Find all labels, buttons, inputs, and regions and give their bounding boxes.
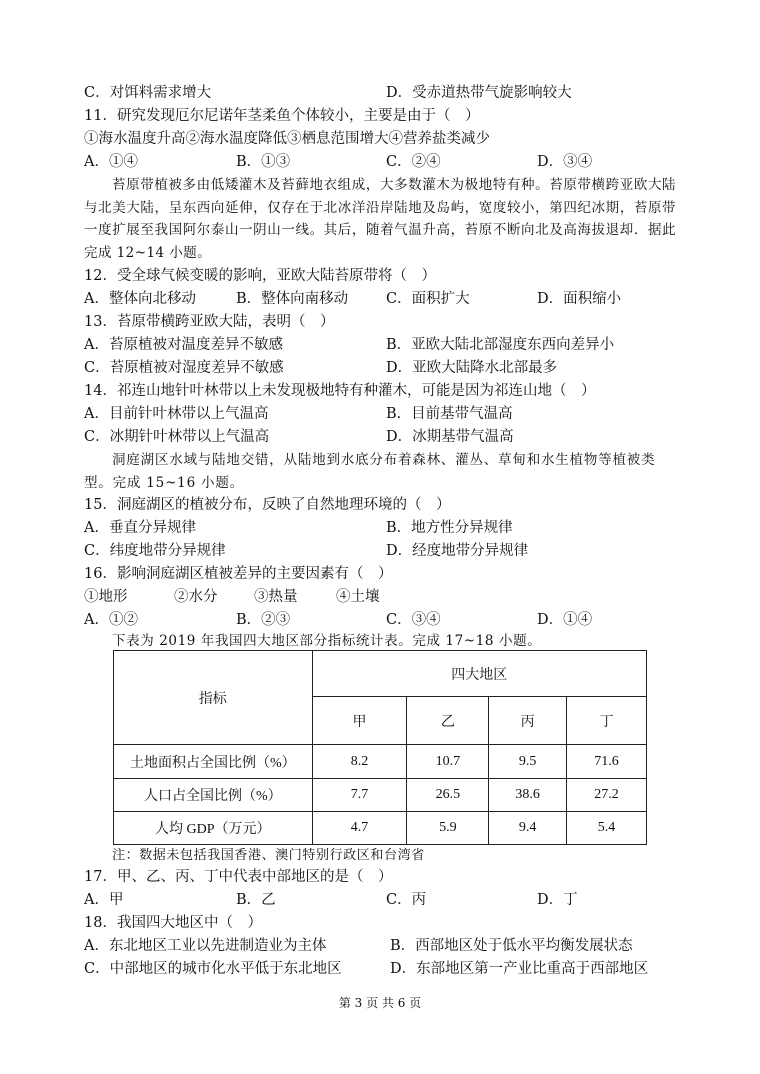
q12-options-row [84, 288, 684, 310]
page-footer: 第 3 页 共 6 页 [338, 996, 422, 1010]
q15-stem: 15．洞庭湖区的植被分布，反映了自然地理环境的（ ） [84, 497, 451, 513]
q16-option-c: C．③④ [386, 612, 441, 628]
q15-option-a: A．垂直分异规律 [84, 520, 196, 536]
cell-value: 4.7 [312, 812, 407, 845]
q15-options-row-1 [84, 517, 684, 539]
q15-options-row-2 [84, 540, 684, 562]
q14-option-c: C．冰期针叶林带以上气温高 [84, 429, 270, 445]
q18-option-d: D．东部地区第一产业比重高于西部地区 [390, 961, 649, 977]
q16-stem: 16．影响洞庭湖区植被差异的主要因素有（ ） [84, 566, 393, 582]
passage-tundra: 苔原带植被多由低矮灌木及苔藓地衣组成，大多数灌木为极地特有种。苔原带横跨亚欧大陆与北美大陆，呈东西向延伸，仅存在于北冰洋沿岸陆地及岛屿，宽度较小，第四纪冰期，苔原带一度扩展至我国阿尔泰山一阴山一线。其后，随着气温升高，苔原不断向北及高海拔退却．据此完成 12~14 小题。 [84, 177, 676, 261]
q14-option-d: D．冰期基带气温高 [386, 429, 514, 445]
q12-stem: 12．受全球气候变暖的影响，亚欧大陆苔原带将（ ） [84, 268, 436, 284]
table-intro: 下表为 2019 年我国四大地区部分指标统计表。完成 17~18 小题。 [112, 633, 542, 649]
q11-option-d: D．③④ [537, 154, 593, 170]
row-label: 土地面积占全国比例（%） [114, 745, 313, 779]
q13-options-row-2 [84, 357, 684, 379]
q12-option-a: A．整体向北移动 [84, 291, 196, 307]
q17-option-c: C．丙 [386, 892, 427, 908]
q11-option-a: A．①④ [84, 154, 138, 170]
table-row-land-area [114, 745, 647, 779]
q18-options-row-2 [84, 958, 684, 980]
header-indicator: 指标 [114, 651, 313, 745]
q18-option-a: A．东北地区工业以先进制造业为主体 [84, 938, 327, 954]
q15-option-b: B．地方性分异规律 [386, 520, 513, 536]
q18-option-b: B．西部地区处于低水平均衡发展状态 [390, 938, 633, 954]
q14-option-b: B．目前基带气温高 [386, 406, 513, 422]
passage-dongting: 洞庭湖区水域与陆地交错，从陆地到水底分布着森林、灌丛、草甸和水生植物等植被类型。完成 15~16 小题。 [84, 452, 656, 491]
q17-options-row [84, 889, 684, 911]
q11-stem: 11．研究发现厄尔尼诺年茎柔鱼个体较小，主要是由于（ ） [84, 108, 480, 124]
q13-option-c: C．苔原植被对湿度差异不敏感 [84, 360, 284, 376]
header-four-regions: 四大地区 [312, 651, 646, 697]
q11-options-row [84, 151, 684, 173]
q13-option-d: D．亚欧大陆降水北部最多 [386, 360, 558, 376]
cell-value: 9.5 [489, 745, 567, 779]
q16-item-3: ③热量 [254, 589, 298, 605]
header-region-ding: 丁 [567, 697, 647, 745]
q10-option-c: C．对饵料需求增大 [84, 85, 212, 101]
q13-stem: 13．苔原带横跨亚欧大陆，表明（ ） [84, 314, 335, 330]
q14-options-row-1 [84, 403, 684, 425]
q10-options-row [84, 82, 684, 104]
q12-option-b: B．整体向南移动 [236, 291, 349, 307]
table-note: 注：数据未包括我国香港、澳门特别行政区和台湾省 [112, 848, 425, 863]
cell-value: 71.6 [567, 745, 647, 779]
table-row-gdp-per-capita [114, 812, 647, 845]
q13-option-b: B．亚欧大陆北部湿度东西向差异小 [386, 337, 615, 353]
q17-option-a: A．甲 [84, 892, 124, 908]
table-row-population [114, 779, 647, 812]
row-label: 人口占全国比例（%） [114, 779, 313, 812]
q11-option-b: B．①③ [236, 154, 291, 170]
q13-options-row-1 [84, 334, 684, 356]
q14-stem: 14．祁连山地针叶林带以上未发现极地特有种灌木，可能是因为祁连山地（ ） [84, 383, 596, 399]
q18-option-c: C．中部地区的城市化水平低于东北地区 [84, 961, 342, 977]
cell-value: 10.7 [407, 745, 489, 779]
q16-item-4: ④土壤 [336, 589, 380, 605]
q10-option-d: D．受赤道热带气旋影响较大 [386, 85, 572, 101]
cell-value: 26.5 [407, 779, 489, 812]
row-label: 人均 GDP（万元） [114, 812, 313, 845]
q11-option-c: C．②④ [386, 154, 441, 170]
q18-stem: 18．我国四大地区中（ ） [84, 915, 262, 931]
q16-option-b: B．②③ [236, 612, 291, 628]
regions-stats-table [113, 650, 647, 845]
q15-option-d: D．经度地带分异规律 [386, 543, 529, 559]
q16-options-row [84, 609, 684, 631]
cell-value: 9.4 [489, 812, 567, 845]
q16-option-a: A．①② [84, 612, 138, 628]
header-region-jia: 甲 [312, 697, 407, 745]
q15-option-c: C．纬度地带分异规律 [84, 543, 226, 559]
q16-item-1: ①地形 [84, 589, 128, 605]
cell-value: 38.6 [489, 779, 567, 812]
q14-option-a: A．目前针叶林带以上气温高 [84, 406, 269, 422]
q12-option-c: C．面积扩大 [386, 291, 470, 307]
q18-options-row-1 [84, 935, 684, 957]
cell-value: 7.7 [312, 779, 407, 812]
q11-items: ①海水温度升高②海水温度降低③栖息范围增大④营养盐类减少 [84, 131, 490, 147]
cell-value: 8.2 [312, 745, 407, 779]
q16-option-d: D．①④ [537, 612, 593, 628]
q14-options-row-2 [84, 426, 684, 448]
q16-item-2: ②水分 [174, 589, 218, 605]
header-region-bing: 丙 [489, 697, 567, 745]
q17-option-d: D．丁 [537, 892, 578, 908]
q17-option-b: B．乙 [236, 892, 276, 908]
cell-value: 27.2 [567, 779, 647, 812]
q16-items-row [84, 586, 684, 608]
q12-option-d: D．面积缩小 [537, 291, 622, 307]
header-region-yi: 乙 [407, 697, 489, 745]
cell-value: 5.9 [407, 812, 489, 845]
cell-value: 5.4 [567, 812, 647, 845]
q17-stem: 17．甲、乙、丙、丁中代表中部地区的是（ ） [84, 869, 393, 885]
q13-option-a: A．苔原植被对温度差异不敏感 [84, 337, 283, 353]
